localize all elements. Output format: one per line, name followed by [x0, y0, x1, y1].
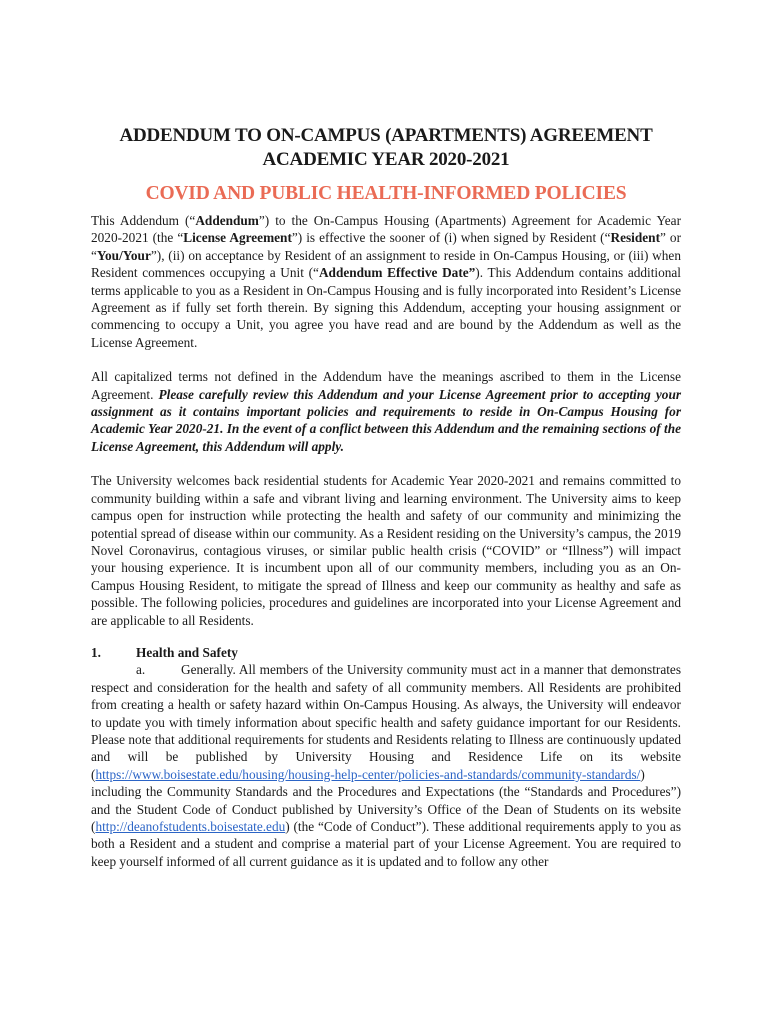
- housing-standards-link[interactable]: https://www.boisestate.edu/housing/housing-help-center/policies-and-standards/community-standards/: [95, 766, 641, 782]
- text: Generally. All members of the University community must act in a manner that demonstrates respect and consideration for the health and safety of all community members. All Residents are prohibited from creating a health or safety hazard within On-Campus Housing. As always, the University will endeavor to update you with timely information about specific health and safety guidance important for our Residents. Please note that additional requirements for students and Residents relating to Illness are continuously updated and will be published by University Housing and Residence Life on its website (: [91, 662, 681, 782]
- intro-paragraph: [91, 212, 681, 351]
- important-notice: Please carefully review this Addendum and your License Agreement prior to accepting your assignment as it contains important policies and requirements to reside in On-Campus Housing for Academic Year 2020-21. In the event of a conflict between this Addendum and the remaining sections of the License Agreement, this Addendum will apply.: [91, 386, 682, 454]
- text: This Addendum (“: [91, 213, 196, 228]
- section-title: Health and Safety: [136, 644, 238, 660]
- dean-of-students-link[interactable]: http://deanofstudents.boisestate.edu: [95, 819, 286, 834]
- text: ). This Addendum contains additional terms applicable to you as a Resident in On-Campus Housing and is fully incorporated into Resident’s License Agreement as if fully set forth therein. By signing this Addendum, accepting your housing assignment or commencing to occupy a Unit, you agree you have read and are bound by the Addendum as well as the License Agreement.: [91, 265, 681, 350]
- defined-term: Resident: [610, 230, 660, 246]
- text: ”), (ii) on acceptance by Resident of an assignment to reside in On-Campus Housing, or (iii) when Resident commences occupying a Unit (“: [91, 247, 681, 281]
- document-subtitle: COVID AND PUBLIC HEALTH-INFORMED POLICIES: [145, 183, 627, 204]
- subsection-letter: a.: [136, 662, 146, 678]
- defined-term: Addendum: [195, 213, 259, 228]
- defined-term: Addendum Effective Date”: [318, 265, 476, 281]
- text: ” or “: [91, 230, 681, 263]
- welcome-paragraph: The University welcomes back residential students for Academic Year 2020-2021 and remains committed to community building within a safe and vibrant living and learning environment. The University aims to keep campus open for instruction while protecting the health and safety of our community and minimizing the potential spread of disease within our community. As a Resident residing on the University’s campus, the 2019 Novel Coronavirus, contagious viruses, or similar public health crisis (“COVID” or “Illness”) will impact your housing experience. It is incumbent upon all of our community members, including you as an On-Campus Housing Resident, to mitigate the spread of Illness and keep our community as healthy and safe as possible. The following policies, procedures and guidelines are incorporated into your License Agreement and are applicable to all Residents.: [91, 473, 681, 628]
- capitalized-terms-paragraph: [91, 368, 681, 455]
- title-line-1: ADDENDUM TO ON-CAMPUS (APARTMENTS) AGREEMENT: [119, 125, 653, 146]
- defined-term: You/Your: [96, 247, 151, 263]
- text: ”) to the On-Campus Housing (Apartments) Agreement for Academic Year 2020-2021 (the “: [91, 213, 681, 246]
- text: ”) is effective the sooner of (i) when signed by Resident (“: [291, 230, 611, 246]
- title-line-2: ACADEMIC YEAR 2020-2021: [262, 149, 510, 170]
- defined-term: License Agreement: [183, 230, 292, 246]
- text: ) including the Community Standards and the Procedures and Expectations (the “Standards and Procedures”) and the Student Code of Conduct published by University’s Office of the Dean of Students on its website (: [91, 766, 681, 834]
- section-number: 1.: [91, 644, 101, 660]
- section-1a-paragraph: [91, 661, 681, 870]
- section-1-heading: [91, 644, 681, 661]
- document-page: [91, 124, 681, 870]
- document-title: [91, 124, 681, 172]
- text: All capitalized terms not defined in the Addendum have the meanings ascribed to them in the License Agreement.: [91, 369, 681, 402]
- text: ) (the “Code of Conduct”). These additional requirements apply to you as both a Resident and a student and comprise a material part of your License Agreement. You are required to keep yourself informed of all current guidance as it is updated and to follow any other: [91, 819, 681, 869]
